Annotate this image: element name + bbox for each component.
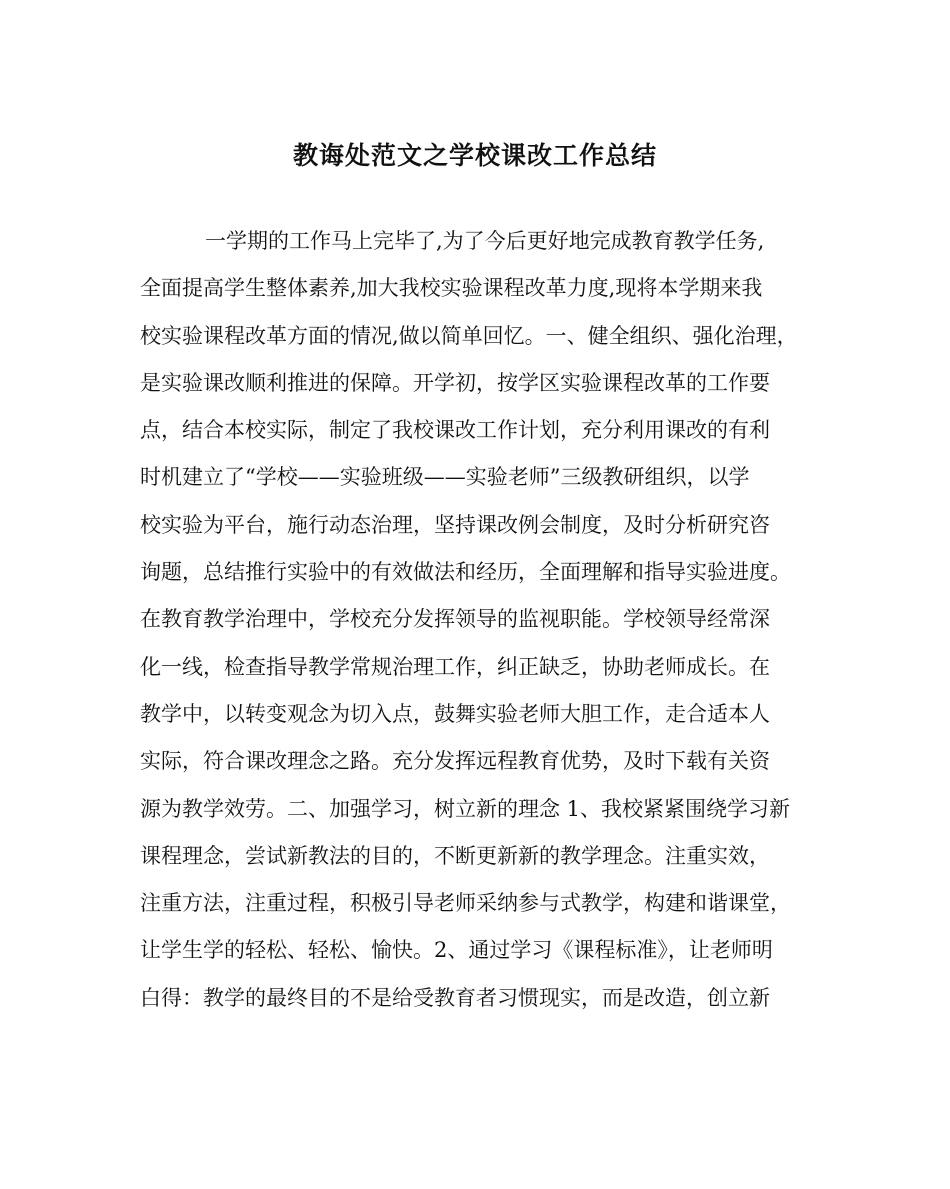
document-title: 教诲处范文之学校课改工作总结 bbox=[292, 141, 657, 170]
body-line-17: 白得：教学的最终目的不是给受教育者习惯现实，而是改造，创立新 bbox=[140, 985, 770, 1010]
body-line-3: 校实验课程改革方面的情况,做以简单回忆。一、健全组织、强化治理， bbox=[140, 323, 798, 348]
body-line-10: 化一线，检查指导教学常规治理工作，纠正缺乏，协助老师成长。在 bbox=[140, 654, 770, 679]
body-line-12: 实际，符合课改理念之路。充分发挥远程教育优势，及时下载有关资 bbox=[140, 749, 770, 774]
body-line-13: 源为教学效劳。二、加强学习，树立新的理念 1、我校紧紧围绕学习新 bbox=[140, 796, 791, 821]
document-body bbox=[140, 218, 830, 1022]
body-line-14: 课程理念，尝试新教法的目的，不断更新新的教学理念。注重实效， bbox=[140, 843, 770, 868]
body-line-15: 注重方法，注重过程，积极引导老师采纳参与式教学，构建和谐课堂， bbox=[140, 891, 791, 916]
body-line-1: 一学期的工作马上完毕了,为了今后更好地完成教育教学任务, bbox=[205, 229, 765, 253]
body-line-7: 校实验为平台，施行动态治理，坚持课改例会制度，及时分析研究咨 bbox=[140, 512, 770, 537]
body-line-11: 教学中，以转变观念为切入点，鼓舞实验老师大胆工作，走合适本人 bbox=[140, 701, 770, 726]
body-line-8: 询题，总结推行实验中的有效做法和经历，全面理解和指导实验进度。 bbox=[140, 560, 791, 585]
body-line-2: 全面提高学生整体素养,加大我校实验课程改革力度,现将本学期来我 bbox=[140, 276, 763, 301]
body-line-16: 让学生学的轻松、轻松、愉快。2、通过学习《课程标准》，让老师明 bbox=[140, 938, 773, 963]
body-line-6: 时机建立了“学校——实验班级——实验老师”三级教研组织，以学 bbox=[140, 465, 750, 490]
body-line-9: 在教育教学治理中，学校充分发挥领导的监视职能。学校领导经常深 bbox=[140, 607, 770, 632]
body-line-5: 点，结合本校实际，制定了我校课改工作计划，充分利用课改的有利 bbox=[140, 418, 770, 443]
body-line-4: 是实验课改顺利推进的保障。开学初，按学区实验课程改革的工作要 bbox=[140, 370, 770, 395]
